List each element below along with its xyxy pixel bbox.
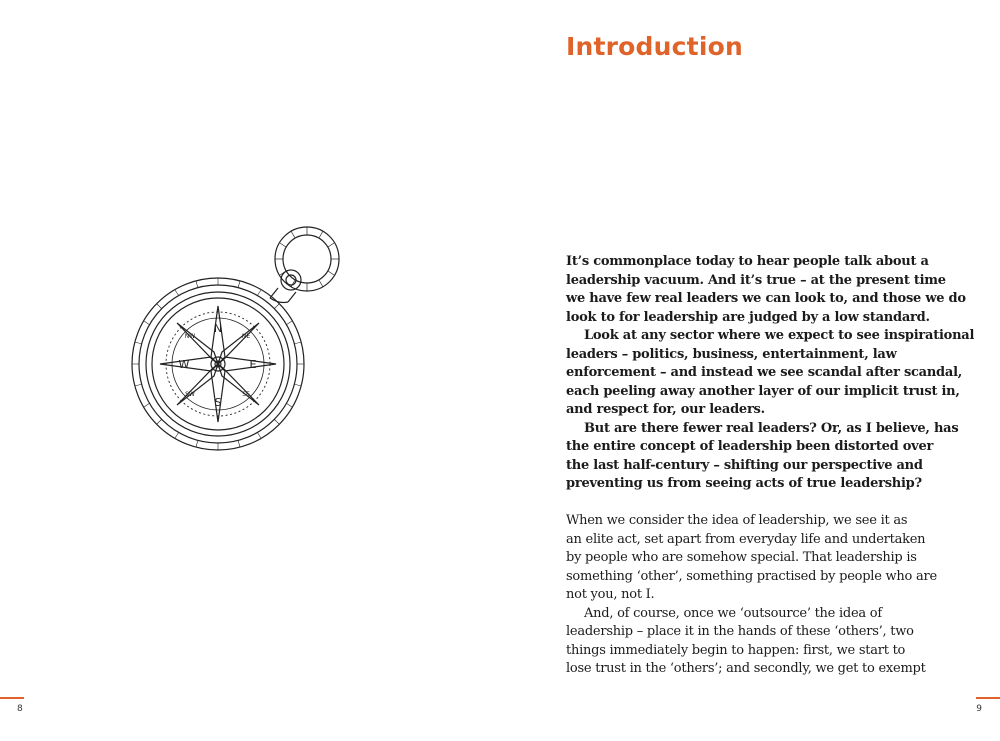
right-page xyxy=(500,0,1000,741)
compass-letter-se: SE xyxy=(242,391,250,398)
paragraph-gap xyxy=(566,494,938,513)
text-line: not you, not I. xyxy=(566,587,655,602)
text-line: something ‘other’, something practised by people who are xyxy=(566,568,937,584)
compass-letter-e: E xyxy=(249,358,257,371)
compass-letter-nw: NW xyxy=(184,333,196,340)
compass-icon xyxy=(118,214,358,454)
text-line: preventing us from seeing acts of true leadership? xyxy=(566,476,922,491)
compass-letter-n: N xyxy=(213,322,223,335)
text-line: It’s commonplace today to hear people talk about a xyxy=(566,254,929,269)
text-line: we have few real leaders we can look to, and those we do xyxy=(566,291,966,306)
body-text xyxy=(566,253,975,679)
text-line: Look at any sector where we expect to see inspirational xyxy=(584,328,975,343)
chapter-title: Introduction xyxy=(566,32,743,61)
text-line: lose trust in the ‘others’; and secondly, we get to exempt xyxy=(566,661,926,676)
text-line: leadership vacuum. And it’s true – at the present time xyxy=(566,272,946,288)
compass-letter-s: S xyxy=(214,396,222,409)
text-line: look to for leadership are judged by a low standard. xyxy=(566,309,930,325)
folio-rule-left xyxy=(0,697,24,699)
text-line: and respect for, our leaders. xyxy=(566,402,765,417)
text-line: each peeling away another layer of our implicit trust in, xyxy=(566,383,960,399)
text-line: things immediately begin to happen: first, we start to xyxy=(566,642,906,658)
text-line: leaders – politics, business, entertainment, law xyxy=(566,346,897,362)
compass-letter-sw: SW xyxy=(185,391,195,398)
text-line: by people who are somehow special. That leadership is xyxy=(566,550,917,565)
compass-illustration xyxy=(118,214,358,454)
text-line: And, of course, once we ‘outsource’ the idea of xyxy=(584,605,882,621)
compass-letter-ne: NE xyxy=(241,333,251,340)
text-line: the last half-century – shifting our perspective and xyxy=(566,457,923,473)
compass-letter-w: W xyxy=(178,358,190,371)
folio-rule-right xyxy=(976,697,1000,699)
page-number-right: 9 xyxy=(976,704,982,714)
text-line: enforcement – and instead we see scandal after scandal, xyxy=(566,365,963,380)
page-number-left: 8 xyxy=(17,704,23,714)
text-line: leadership – place it in the hands of these ‘others’, two xyxy=(566,624,914,639)
text-line: When we consider the idea of leadership, we see it as xyxy=(566,513,908,528)
text-line: But are there fewer real leaders? Or, as I believe, has xyxy=(584,420,959,436)
text-line: the entire concept of leadership been distorted over xyxy=(566,439,934,454)
text-line: an elite act, set apart from everyday life and undertaken xyxy=(566,531,926,547)
